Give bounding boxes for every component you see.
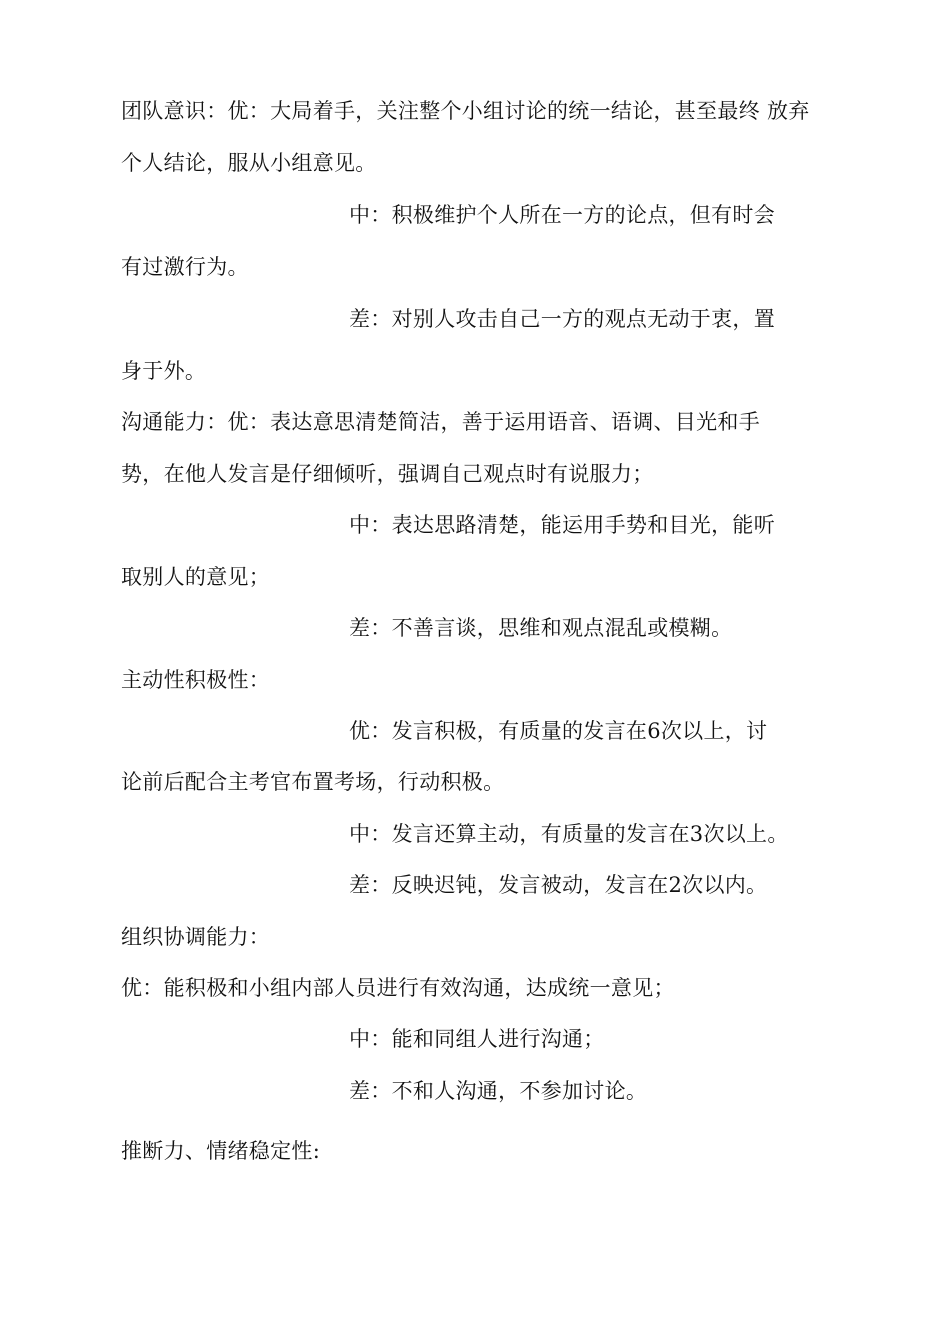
initiative-good-line2: 论前后配合主考官布置考场，行动积极。 [121,770,505,794]
initiative-good-line1: 优：发言积极，有质量的发言在6次以上，讨 [349,719,768,743]
initiative-poor-line: 差：反映迟钝，发言被动，发言在2次以内。 [349,873,768,897]
team-awareness-mid-line2: 有过激行为。 [121,255,249,279]
communication-poor-line: 差：不善言谈，思维和观点混乱或模糊。 [349,616,733,640]
team-awareness-mid-line1: 中：积极维护个人所在一方的论点，但有时会 [349,203,775,227]
judgment-stability-heading: 推断力、情绪稳定性: [121,1139,321,1163]
team-awareness-good-line2: 个人结论，服从小组意见。 [121,151,377,175]
initiative-mid-line: 中：发言还算主动，有质量的发言在3次以上。 [349,822,789,846]
coordination-good-line: 优：能积极和小组内部人员进行有效沟通，达成统一意见； [121,976,675,1000]
coordination-mid-line: 中：能和同组人进行沟通； [349,1027,605,1051]
coordination-heading: 组织协调能力： [121,925,271,949]
team-awareness-poor-line2: 身于外。 [121,359,207,383]
communication-mid-line2: 取别人的意见； [121,565,271,589]
team-awareness-good-line1: 团队意识：优：大局着手，关注整个小组讨论的统一结论，甚至最终 放弃 [121,99,810,123]
coordination-poor-line: 差：不和人沟通，不参加讨论。 [349,1079,648,1103]
communication-mid-line1: 中：表达思路清楚，能运用手势和目光，能听 [349,513,775,537]
initiative-heading: 主动性积极性： [121,668,271,692]
team-awareness-poor-line1: 差：对别人攻击自己一方的观点无动于衷，置 [349,307,775,331]
communication-good-line2: 势，在他人发言是仔细倾听，强调自己观点时有说服力； [121,462,654,486]
communication-good-line1: 沟通能力：优：表达意思清楚简洁，善于运用语音、语调、目光和手 [121,410,760,434]
